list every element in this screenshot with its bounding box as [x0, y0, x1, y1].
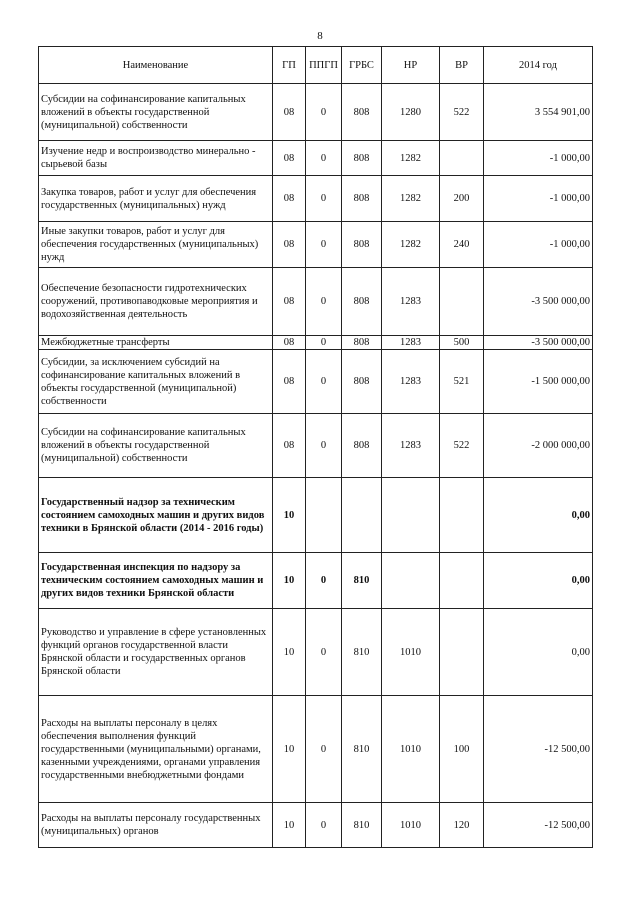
row-grbs: 808 — [342, 222, 382, 268]
header-ppgp: ППГП — [306, 47, 342, 84]
row-name: Государственная инспекция по надзору за техническим состоянием самоходных машин и других видов техники Брянской области — [39, 553, 273, 609]
row-nr: 1283 — [382, 350, 440, 414]
row-name: Иные закупки товаров, работ и услуг для обеспечения государственных (муниципальных) нужд — [39, 222, 273, 268]
row-vr — [440, 609, 484, 696]
row-grbs: 808 — [342, 84, 382, 141]
row-ppgp: 0 — [306, 609, 342, 696]
row-ppgp: 0 — [306, 176, 342, 222]
table-row — [39, 336, 593, 350]
table-row — [39, 141, 593, 176]
row-nr: 1282 — [382, 141, 440, 176]
row-grbs: 810 — [342, 553, 382, 609]
row-vr — [440, 141, 484, 176]
row-ppgp: 0 — [306, 350, 342, 414]
row-ppgp: 0 — [306, 84, 342, 141]
row-gp: 08 — [273, 336, 306, 350]
row-grbs — [342, 478, 382, 553]
row-amount: -1 000,00 — [484, 141, 593, 176]
table-row — [39, 803, 593, 848]
row-gp: 08 — [273, 84, 306, 141]
row-name: Государственный надзор за техническим состоянием самоходных машин и других видов техники в Брянской области (2014 - 2016 годы) — [39, 478, 273, 553]
row-amount: -1 500 000,00 — [484, 350, 593, 414]
row-nr: 1010 — [382, 803, 440, 848]
row-grbs: 808 — [342, 350, 382, 414]
row-nr — [382, 553, 440, 609]
table-row — [39, 478, 593, 553]
row-amount: -12 500,00 — [484, 696, 593, 803]
header-year: 2014 год — [484, 47, 593, 84]
row-nr: 1010 — [382, 609, 440, 696]
row-ppgp: 0 — [306, 553, 342, 609]
page-number: 8 — [317, 30, 323, 42]
row-vr: 200 — [440, 176, 484, 222]
row-amount: 0,00 — [484, 478, 593, 553]
row-ppgp — [306, 478, 342, 553]
row-grbs: 808 — [342, 141, 382, 176]
row-gp: 10 — [273, 609, 306, 696]
row-gp: 08 — [273, 268, 306, 336]
row-ppgp: 0 — [306, 268, 342, 336]
row-amount: -1 000,00 — [484, 222, 593, 268]
row-amount: -2 000 000,00 — [484, 414, 593, 478]
row-name: Обеспечение безопасности гидротехнических сооружений, противопаводковые мероприятия и водохозяйственная деятельность — [39, 268, 273, 336]
row-gp: 10 — [273, 696, 306, 803]
table-row — [39, 609, 593, 696]
row-name: Изучение недр и воспроизводство минерально - сырьевой базы — [39, 141, 273, 176]
row-nr: 1283 — [382, 336, 440, 350]
row-vr — [440, 553, 484, 609]
row-vr — [440, 268, 484, 336]
table-row — [39, 414, 593, 478]
table-row — [39, 268, 593, 336]
row-name: Закупка товаров, работ и услуг для обеспечения государственных (муниципальных) нужд — [39, 176, 273, 222]
row-ppgp: 0 — [306, 141, 342, 176]
table-row — [39, 222, 593, 268]
row-nr — [382, 478, 440, 553]
table-row — [39, 553, 593, 609]
row-ppgp: 0 — [306, 414, 342, 478]
row-vr: 120 — [440, 803, 484, 848]
table-row — [39, 176, 593, 222]
row-grbs: 808 — [342, 336, 382, 350]
table-row — [39, 350, 593, 414]
row-gp: 08 — [273, 141, 306, 176]
row-name: Субсидии на софинансирование капитальных вложений в объекты государственной (муниципальной) собственности — [39, 84, 273, 141]
row-nr: 1010 — [382, 696, 440, 803]
row-amount: -1 000,00 — [484, 176, 593, 222]
row-grbs: 810 — [342, 696, 382, 803]
row-nr: 1280 — [382, 84, 440, 141]
row-grbs: 808 — [342, 268, 382, 336]
row-vr: 100 — [440, 696, 484, 803]
row-vr: 521 — [440, 350, 484, 414]
row-gp: 08 — [273, 350, 306, 414]
row-vr: 500 — [440, 336, 484, 350]
row-gp: 10 — [273, 803, 306, 848]
row-amount: 3 554 901,00 — [484, 84, 593, 141]
row-grbs: 810 — [342, 609, 382, 696]
row-amount: -3 500 000,00 — [484, 336, 593, 350]
row-nr: 1282 — [382, 222, 440, 268]
row-ppgp: 0 — [306, 336, 342, 350]
row-name: Межбюджетные трансферты — [39, 336, 273, 350]
row-amount: -3 500 000,00 — [484, 268, 593, 336]
row-nr: 1283 — [382, 268, 440, 336]
row-name: Руководство и управление в сфере установленных функций органов государственной власти Брянской области и государственных органов Брянской области — [39, 609, 273, 696]
row-name: Расходы на выплаты персоналу государственных (муниципальных) органов — [39, 803, 273, 848]
row-vr: 522 — [440, 84, 484, 141]
row-nr: 1282 — [382, 176, 440, 222]
row-gp: 08 — [273, 176, 306, 222]
row-grbs: 810 — [342, 803, 382, 848]
row-grbs: 808 — [342, 176, 382, 222]
table-row — [39, 696, 593, 803]
row-nr: 1283 — [382, 414, 440, 478]
row-grbs: 808 — [342, 414, 382, 478]
row-gp: 08 — [273, 414, 306, 478]
row-name: Расходы на выплаты персоналу в целях обеспечения выполнения функций государственными (муниципальными) органами, казенными учреждениями, органами управления государственными внебюджетными фондами — [39, 696, 273, 803]
row-ppgp: 0 — [306, 222, 342, 268]
row-ppgp: 0 — [306, 696, 342, 803]
row-gp: 10 — [273, 478, 306, 553]
row-vr: 522 — [440, 414, 484, 478]
row-gp: 08 — [273, 222, 306, 268]
header-grbs: ГРБС — [342, 47, 382, 84]
row-vr: 240 — [440, 222, 484, 268]
row-vr — [440, 478, 484, 553]
row-amount: -12 500,00 — [484, 803, 593, 848]
row-amount: 0,00 — [484, 553, 593, 609]
row-name: Субсидии, за исключением субсидий на софинансирование капитальных вложений в объекты государственной (муниципальной) собственности — [39, 350, 273, 414]
table-row — [39, 84, 593, 141]
row-amount: 0,00 — [484, 609, 593, 696]
row-name: Субсидии на софинансирование капитальных вложений в объекты государственной (муниципальной) собственности — [39, 414, 273, 478]
table-header-row — [39, 47, 593, 84]
header-name: Наименование — [39, 47, 273, 84]
row-ppgp: 0 — [306, 803, 342, 848]
row-gp: 10 — [273, 553, 306, 609]
budget-table — [38, 46, 593, 848]
header-vr: ВР — [440, 47, 484, 84]
header-nr: НР — [382, 47, 440, 84]
header-gp: ГП — [273, 47, 306, 84]
